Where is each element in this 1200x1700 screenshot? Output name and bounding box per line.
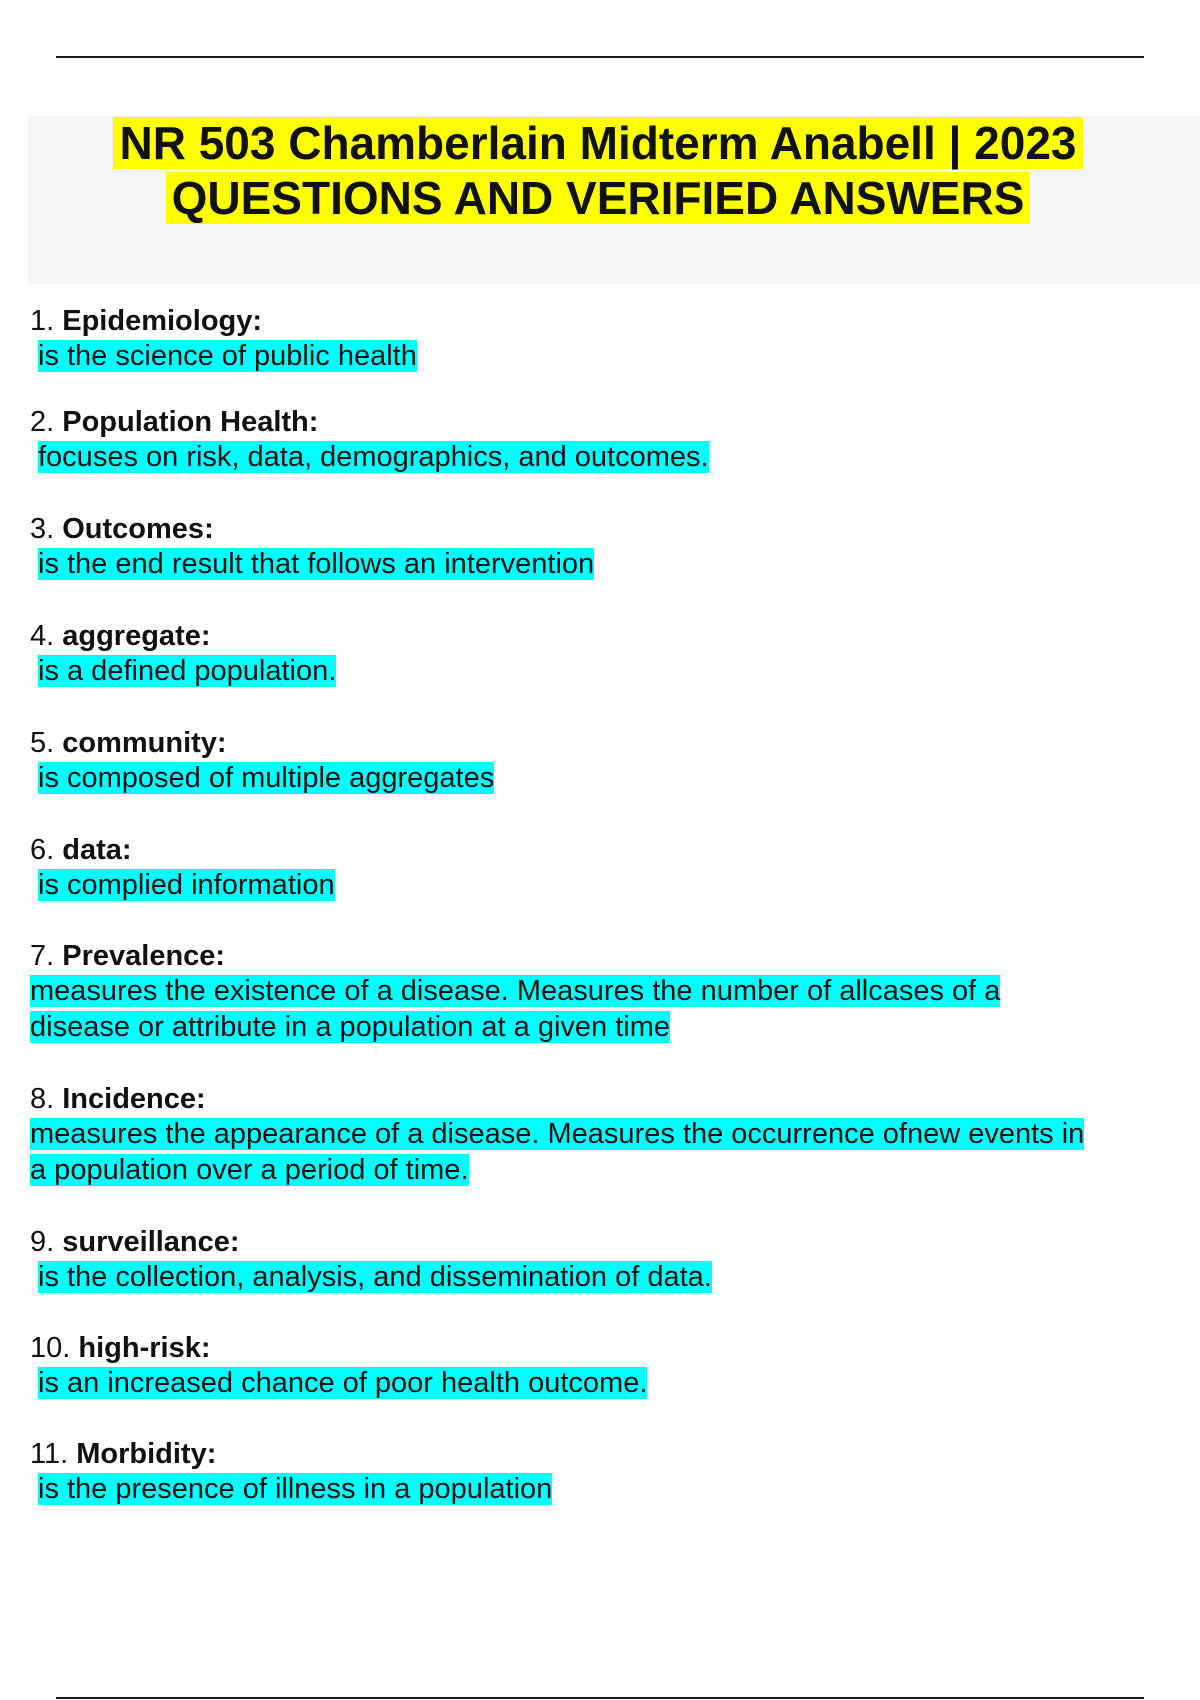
qa-item-4 [30, 619, 1195, 689]
answer-line: is a defined population. [38, 655, 337, 687]
answer-line: focuses on risk, data, demographics, and outcomes. [38, 441, 709, 473]
question [30, 939, 1195, 973]
answer-line: is an increased chance of poor health outcome. [38, 1367, 648, 1399]
question [30, 1082, 1195, 1116]
question-term: Outcomes: [62, 513, 214, 545]
bottom-rule [56, 1697, 1144, 1699]
question-term: surveillance: [62, 1226, 240, 1258]
document-title [28, 116, 1168, 226]
qa-item-1 [30, 304, 1195, 374]
answer [30, 338, 1195, 374]
question-term: community: [62, 727, 227, 759]
answer-line: is composed of multiple aggregates [38, 762, 495, 794]
answer [30, 760, 1195, 796]
question [30, 405, 1195, 439]
question [30, 304, 1195, 338]
answer-line: is the collection, analysis, and dissemination of data. [38, 1261, 712, 1293]
answer-line: is complied information [38, 869, 335, 901]
question [30, 512, 1195, 546]
question-term: Population Health: [62, 406, 319, 438]
qa-item-11 [30, 1437, 1195, 1507]
qa-item-3 [30, 512, 1195, 582]
question-number: 10. [30, 1332, 71, 1364]
answer-line: a population over a period of time. [30, 1154, 469, 1186]
question [30, 1331, 1195, 1365]
title-line-1: NR 503 Chamberlain Midterm Anabell | 2023 [113, 117, 1082, 169]
question-term: data: [62, 834, 132, 866]
answer-line: measures the appearance of a disease. Measures the occurrence ofnew events in [30, 1118, 1085, 1150]
qa-item-5 [30, 726, 1195, 796]
qa-item-10 [30, 1331, 1195, 1401]
question [30, 726, 1195, 760]
question-number: 3. [30, 513, 55, 545]
answer [30, 439, 1195, 475]
question-term: Epidemiology: [62, 305, 263, 337]
answer [30, 1471, 1195, 1507]
question-number: 6. [30, 834, 55, 866]
question-number: 4. [30, 620, 55, 652]
qa-item-9 [30, 1225, 1195, 1295]
question-term: aggregate: [62, 620, 211, 652]
question [30, 833, 1195, 867]
question-term: Prevalence: [62, 940, 226, 972]
qa-item-8 [30, 1082, 1195, 1188]
answer [30, 1259, 1195, 1295]
qa-item-2 [30, 405, 1195, 475]
answer [30, 1365, 1195, 1401]
answer-line: measures the existence of a disease. Measures the number of allcases of a [30, 975, 1001, 1007]
answer [30, 1116, 1195, 1188]
question-term: high-risk: [78, 1332, 211, 1364]
question-number: 8. [30, 1083, 55, 1115]
qa-item-7 [30, 939, 1195, 1045]
answer-line: is the presence of illness in a population [38, 1473, 553, 1505]
title-line-2: QUESTIONS AND VERIFIED ANSWERS [166, 172, 1031, 224]
question-number: 5. [30, 727, 55, 759]
answer [30, 867, 1195, 903]
question-number: 7. [30, 940, 55, 972]
question-number: 9. [30, 1226, 55, 1258]
answer-line: disease or attribute in a population at a given time [30, 1011, 671, 1043]
answer [30, 653, 1195, 689]
answer-line: is the end result that follows an intervention [38, 548, 595, 580]
question-number: 11. [30, 1438, 69, 1470]
answer [30, 546, 1195, 582]
question-term: Incidence: [62, 1083, 206, 1115]
question-number: 1. [30, 305, 55, 337]
qa-item-6 [30, 833, 1195, 903]
question [30, 619, 1195, 653]
question [30, 1437, 1195, 1471]
question-number: 2. [30, 406, 55, 438]
answer [30, 973, 1195, 1045]
top-rule [56, 56, 1144, 58]
question-term: Morbidity: [76, 1438, 217, 1470]
answer-line: is the science of public health [38, 340, 417, 372]
question [30, 1225, 1195, 1259]
